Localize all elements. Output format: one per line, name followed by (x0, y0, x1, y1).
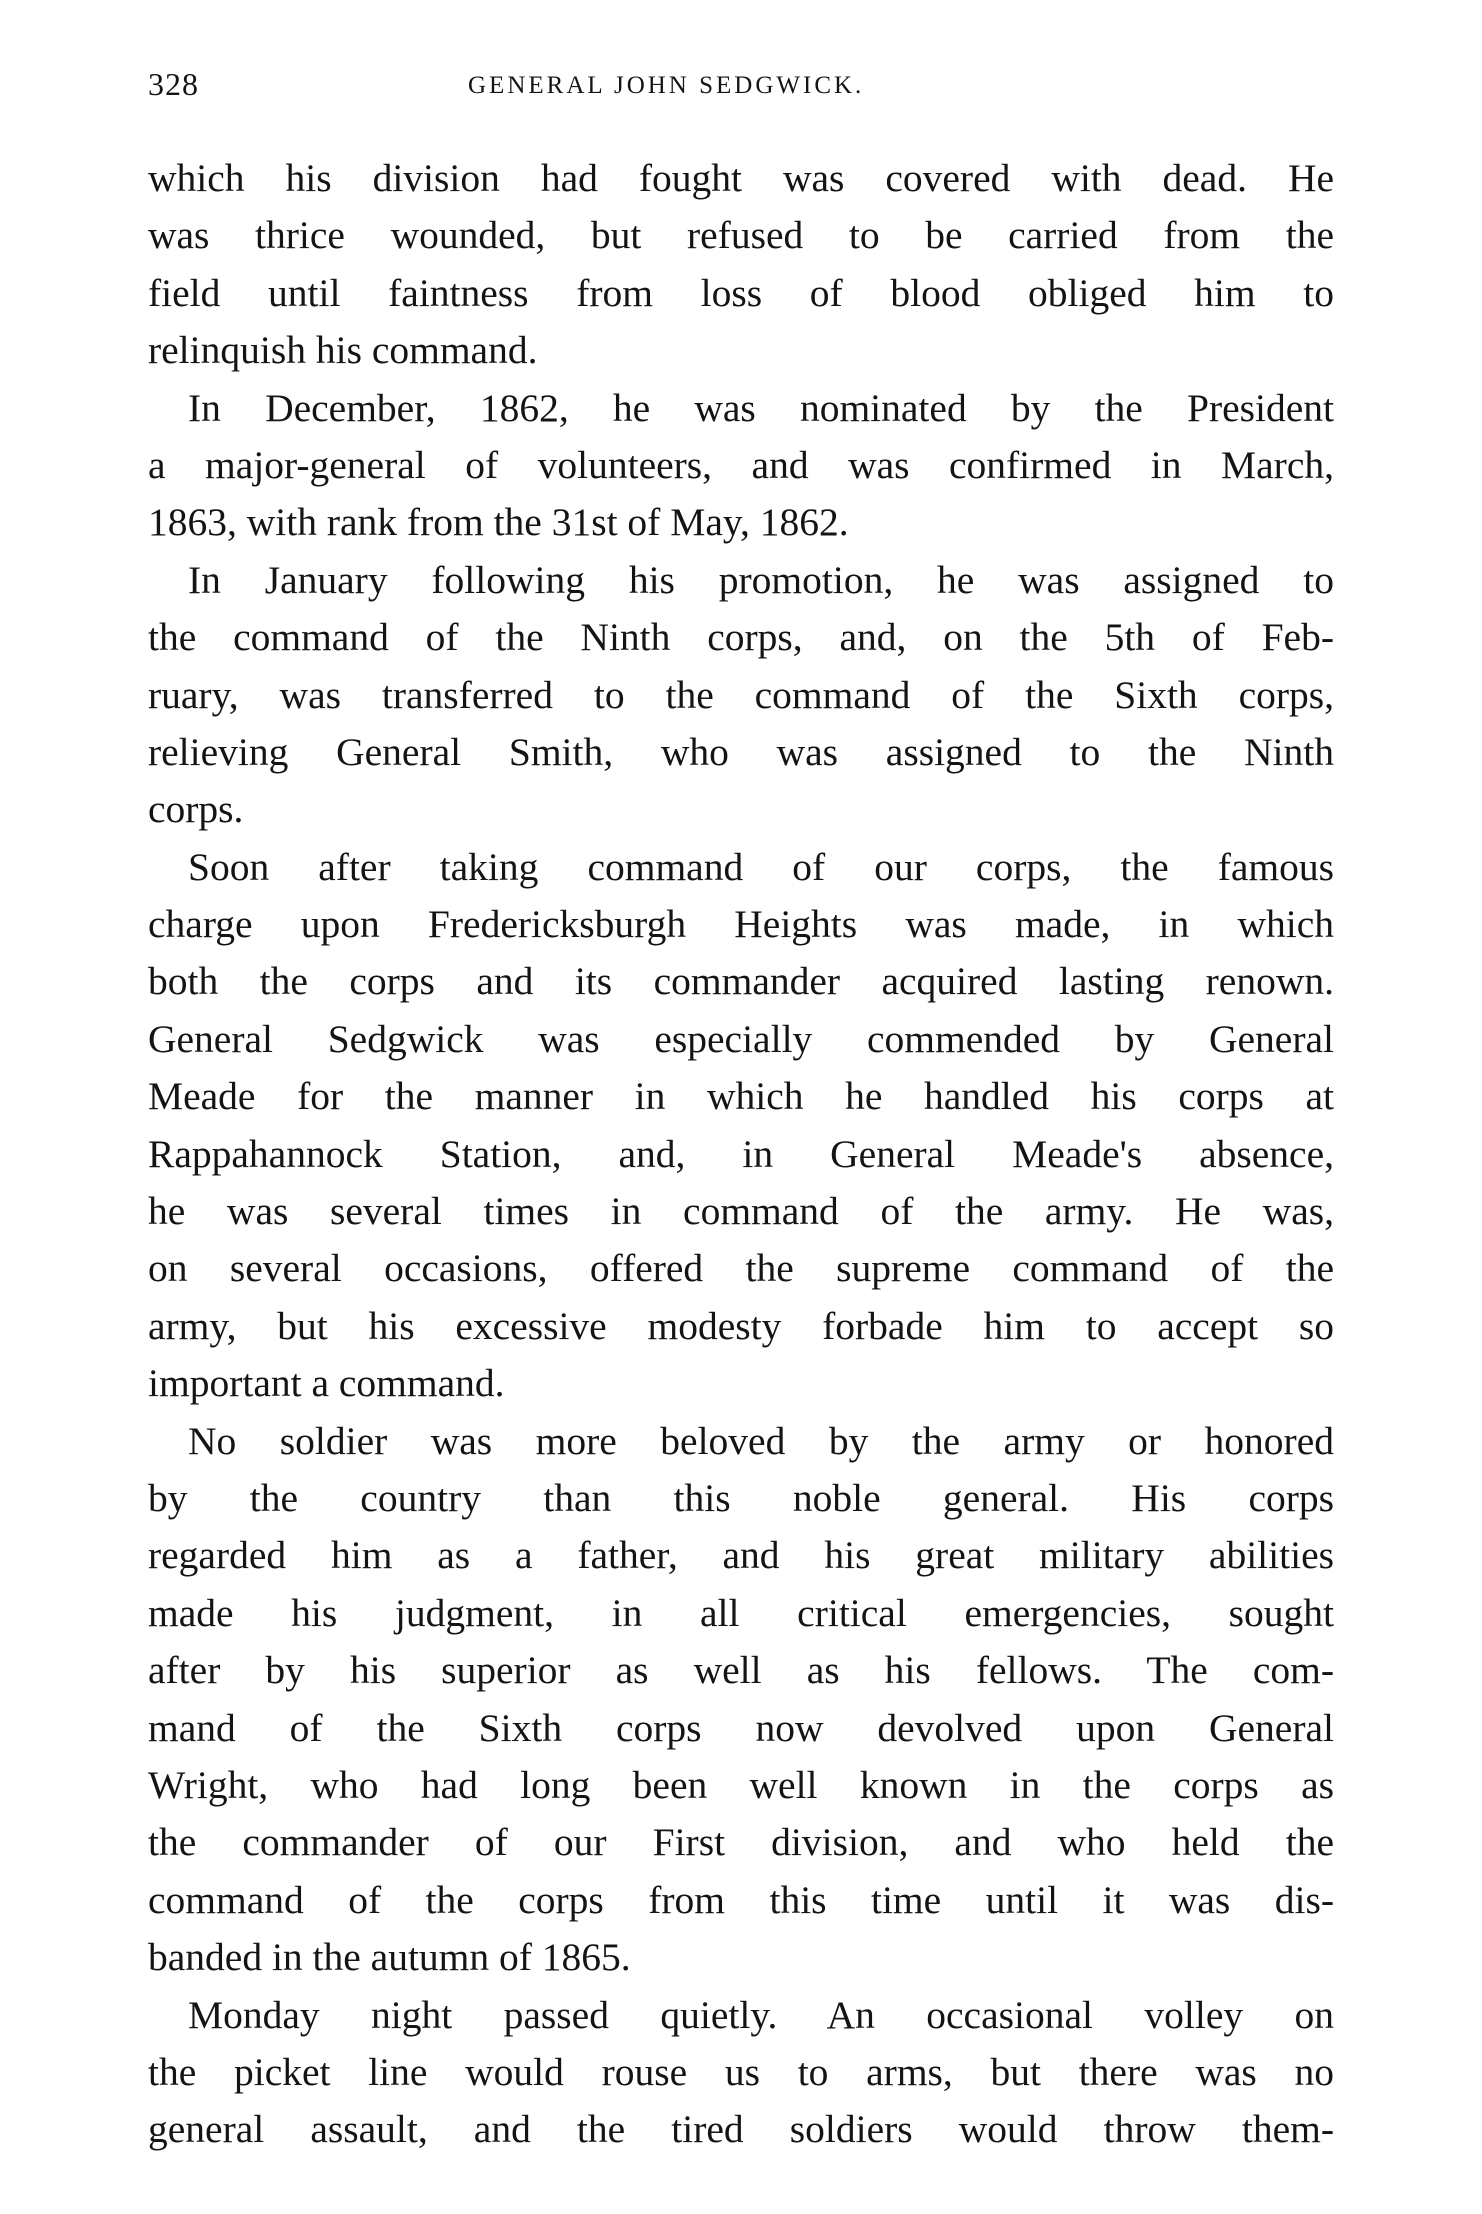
text-line: on several occasions, offered the supreme command of the (148, 1246, 1334, 1291)
text-line: was thrice wounded, but refused to be carried from the (148, 213, 1334, 258)
text-line: after by his superior as well as his fellows. The com- (148, 1648, 1334, 1693)
text-line: regarded him as a father, and his great military abilities (148, 1533, 1334, 1578)
text-line: banded in the autumn of 1865. (148, 1935, 631, 1980)
text-line: general assault, and the tired soldiers would throw them- (148, 2107, 1334, 2152)
text-line: In December, 1862, he was nominated by the President (188, 385, 1334, 430)
text-line: he was several times in command of the army. He was, (148, 1189, 1334, 1234)
running-title: GENERAL JOHN SEDGWICK. (468, 72, 865, 99)
text-line: field until faintness from loss of blood obliged him to (148, 270, 1334, 315)
text-line: the commander of our First division, and who held the (148, 1820, 1334, 1865)
page-number: 328 (148, 66, 199, 102)
text-line: Monday night passed quietly. An occasional volley on (188, 1992, 1334, 2037)
text-line: No soldier was more beloved by the army or honored (188, 1418, 1334, 1463)
text-line: by the country than this noble general. His corps (148, 1475, 1334, 1520)
text-line: Rappahannock Station, and, in General Meade's absence, (148, 1131, 1334, 1176)
text-line: mand of the Sixth corps now devolved upon General (148, 1705, 1334, 1750)
running-head (148, 66, 1334, 116)
text-line: both the corps and its commander acquired lasting renown. (148, 959, 1334, 1004)
body-text (148, 150, 1334, 2159)
text-line: command of the corps from this time until it was dis- (148, 1877, 1334, 1922)
text-line: General Sedgwick was especially commended by General (148, 1016, 1334, 1061)
text-line: Meade for the manner in which he handled his corps at (148, 1074, 1334, 1119)
text-line: ruary, was transferred to the command of the Sixth corps, (148, 672, 1334, 717)
text-line: made his judgment, in all critical emergencies, sought (148, 1590, 1334, 1635)
text-line: charge upon Fredericksburgh Heights was made, in which (148, 902, 1334, 947)
text-line: which his division had fought was covered with dead. He (148, 156, 1334, 200)
text-line: Soon after taking command of our corps, the famous (188, 844, 1334, 889)
text-line: a major-general of volunteers, and was confirmed in March, (148, 442, 1334, 487)
text-line: corps. (148, 787, 244, 832)
text-line: 1863, with rank from the 31st of May, 1862. (148, 500, 849, 545)
text-line: Wright, who had long been well known in the corps as (148, 1762, 1334, 1807)
text-line: army, but his excessive modesty forbade him to accept so (148, 1303, 1334, 1348)
text-line: In January following his promotion, he was assigned to (188, 557, 1334, 602)
text-line: important a command. (148, 1361, 505, 1406)
text-line: the command of the Ninth corps, and, on the 5th of Feb- (148, 615, 1334, 660)
text-line: relieving General Smith, who was assigned to the Ninth (148, 729, 1334, 774)
text-line: the picket line would rouse us to arms, but there was no (148, 2049, 1334, 2094)
text-line: relinquish his command. (148, 328, 538, 373)
